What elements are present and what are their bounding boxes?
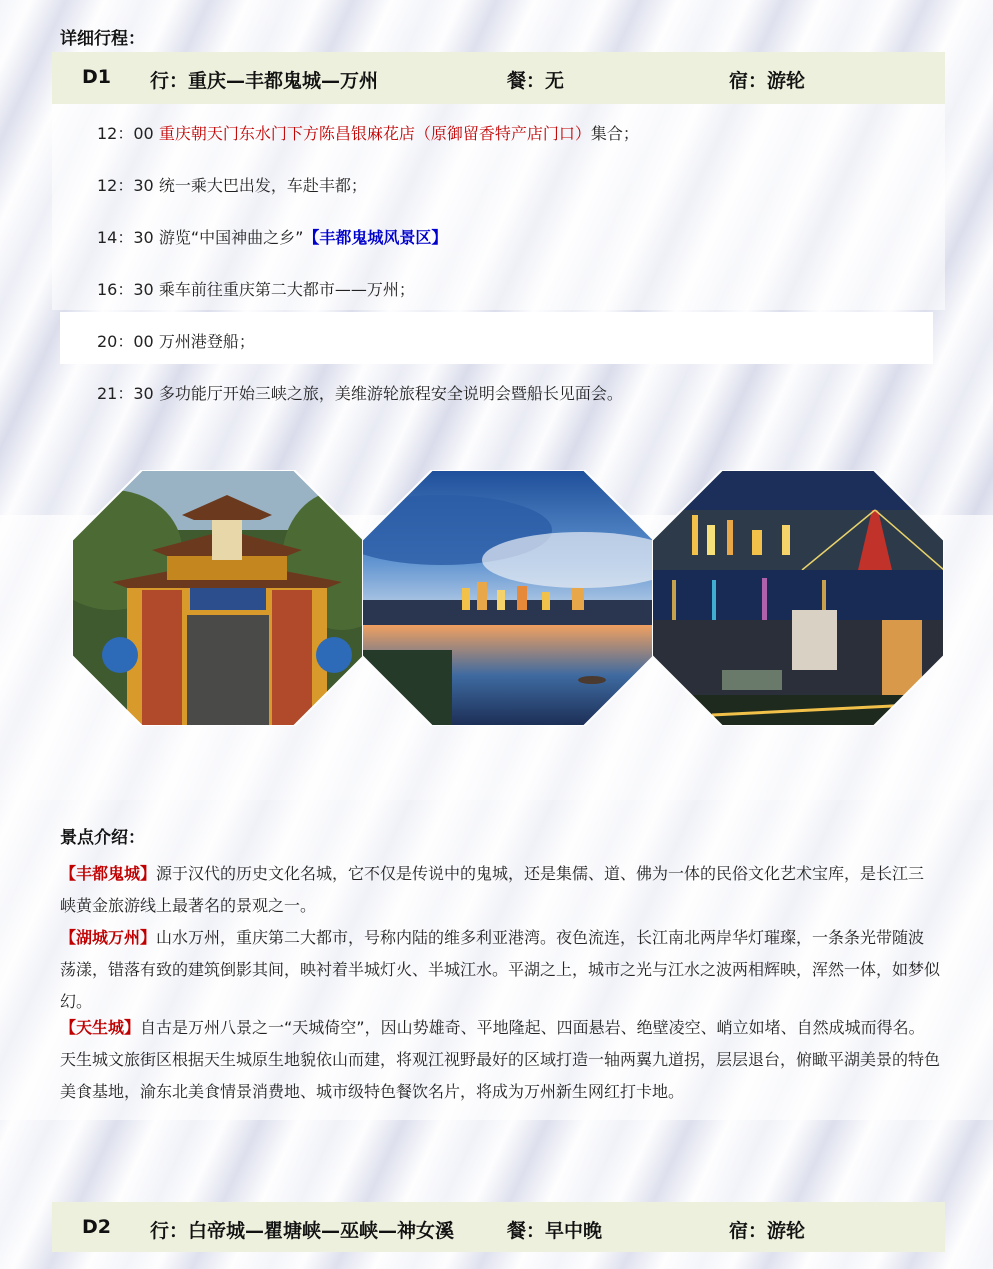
- schedule-item: [97, 121, 639, 144]
- day1-meals: 餐：无: [507, 70, 565, 92]
- river-sunset-photo: [362, 470, 654, 726]
- attraction-paragraph: [60, 1012, 940, 1108]
- schedule-text: 乘车前往重庆第二大都市——万州；: [158, 280, 415, 299]
- attraction-tag: 【湖城万州】: [60, 928, 157, 947]
- fengdu-gate-photo: [72, 470, 364, 726]
- schedule-text: 游览“中国神曲之乡”: [158, 228, 304, 247]
- schedule-time: 14：30: [97, 228, 154, 247]
- day2-meals: 餐：早中晚: [507, 1220, 603, 1242]
- schedule-time: 12：30: [97, 176, 154, 195]
- day1-route: 行：重庆—丰都鬼城—万州: [150, 70, 379, 92]
- attraction-text: 自古是万州八景之一“天城倚空”，因山势雄奇、平地隆起、四面悬岩、绝壁凌空、峭立如堵、自然成城而得名。 天生城文旅街区根据天生城原生地貌依山而建，将观江视野最好的区域打造一轴两翼九道拐，层层退台，俯瞰平湖美景的特色美食基地，渝东北美食情景消费地、城市级特色餐饮名片，将成为万州新生网红打卡地。: [60, 1018, 941, 1101]
- schedule-highlight: 重庆朝天门东水门下方陈昌银麻花店（原御留香特产店门口）: [158, 124, 591, 143]
- day1-label: D1: [82, 66, 111, 88]
- schedule-time: 21：30: [97, 384, 154, 403]
- itinerary-title: 详细行程：: [60, 29, 145, 49]
- attractions-title: 景点介绍：: [60, 828, 145, 848]
- attraction-text: 山水万州，重庆第二大都市，号称内陆的维多利亚港湾。夜色流连，长江南北两岸华灯璀璨，一条条光带随波荡漾，错落有致的建筑倒影其间，映衬着半城灯火、半城江水。平湖之上，城市之光与江水之波两相辉映，浑然一体，如梦似幻。: [60, 928, 941, 1011]
- schedule-item: [97, 329, 255, 352]
- attraction-text: 源于汉代的历史文化名城，它不仅是传说中的鬼城，还是集儒、道、佛为一体的民俗文化艺术宝库，是长江三峡黄金旅游线上最著名的景观之一。: [60, 864, 925, 915]
- day1-stay: 宿：游轮: [729, 70, 806, 92]
- schedule-time: 12：00: [97, 124, 154, 143]
- attraction-tag: 【天生城】: [60, 1018, 141, 1037]
- day2-bar: [52, 1202, 945, 1252]
- schedule-text: 集合；: [590, 124, 639, 143]
- wanzhou-night-photo: [652, 470, 944, 726]
- schedule-time: 16：30: [97, 280, 154, 299]
- schedule-text: 统一乘大巴出发，车赴丰都；: [158, 176, 367, 195]
- schedule-time: 20：00: [97, 332, 154, 351]
- schedule-item: [97, 381, 623, 404]
- day1-bar: [52, 52, 945, 104]
- schedule-scenic-link: 【丰都鬼城风景区】: [303, 228, 448, 247]
- schedule-item: [97, 277, 415, 300]
- schedule-item: [97, 225, 447, 248]
- attraction-paragraph: [60, 922, 940, 1018]
- schedule-item: [97, 173, 367, 196]
- schedule-text: 万州港登船；: [158, 332, 255, 351]
- day2-route: 行：白帝城—瞿塘峡—巫峡—神女溪: [150, 1220, 455, 1242]
- schedule-text: 多功能厅开始三峡之旅，美维游轮旅程安全说明会暨船长见面会。: [158, 384, 623, 403]
- attraction-paragraph: [60, 858, 940, 922]
- attraction-tag: 【丰都鬼城】: [60, 864, 157, 883]
- day2-stay: 宿：游轮: [729, 1220, 806, 1242]
- day2-label: D2: [82, 1216, 111, 1238]
